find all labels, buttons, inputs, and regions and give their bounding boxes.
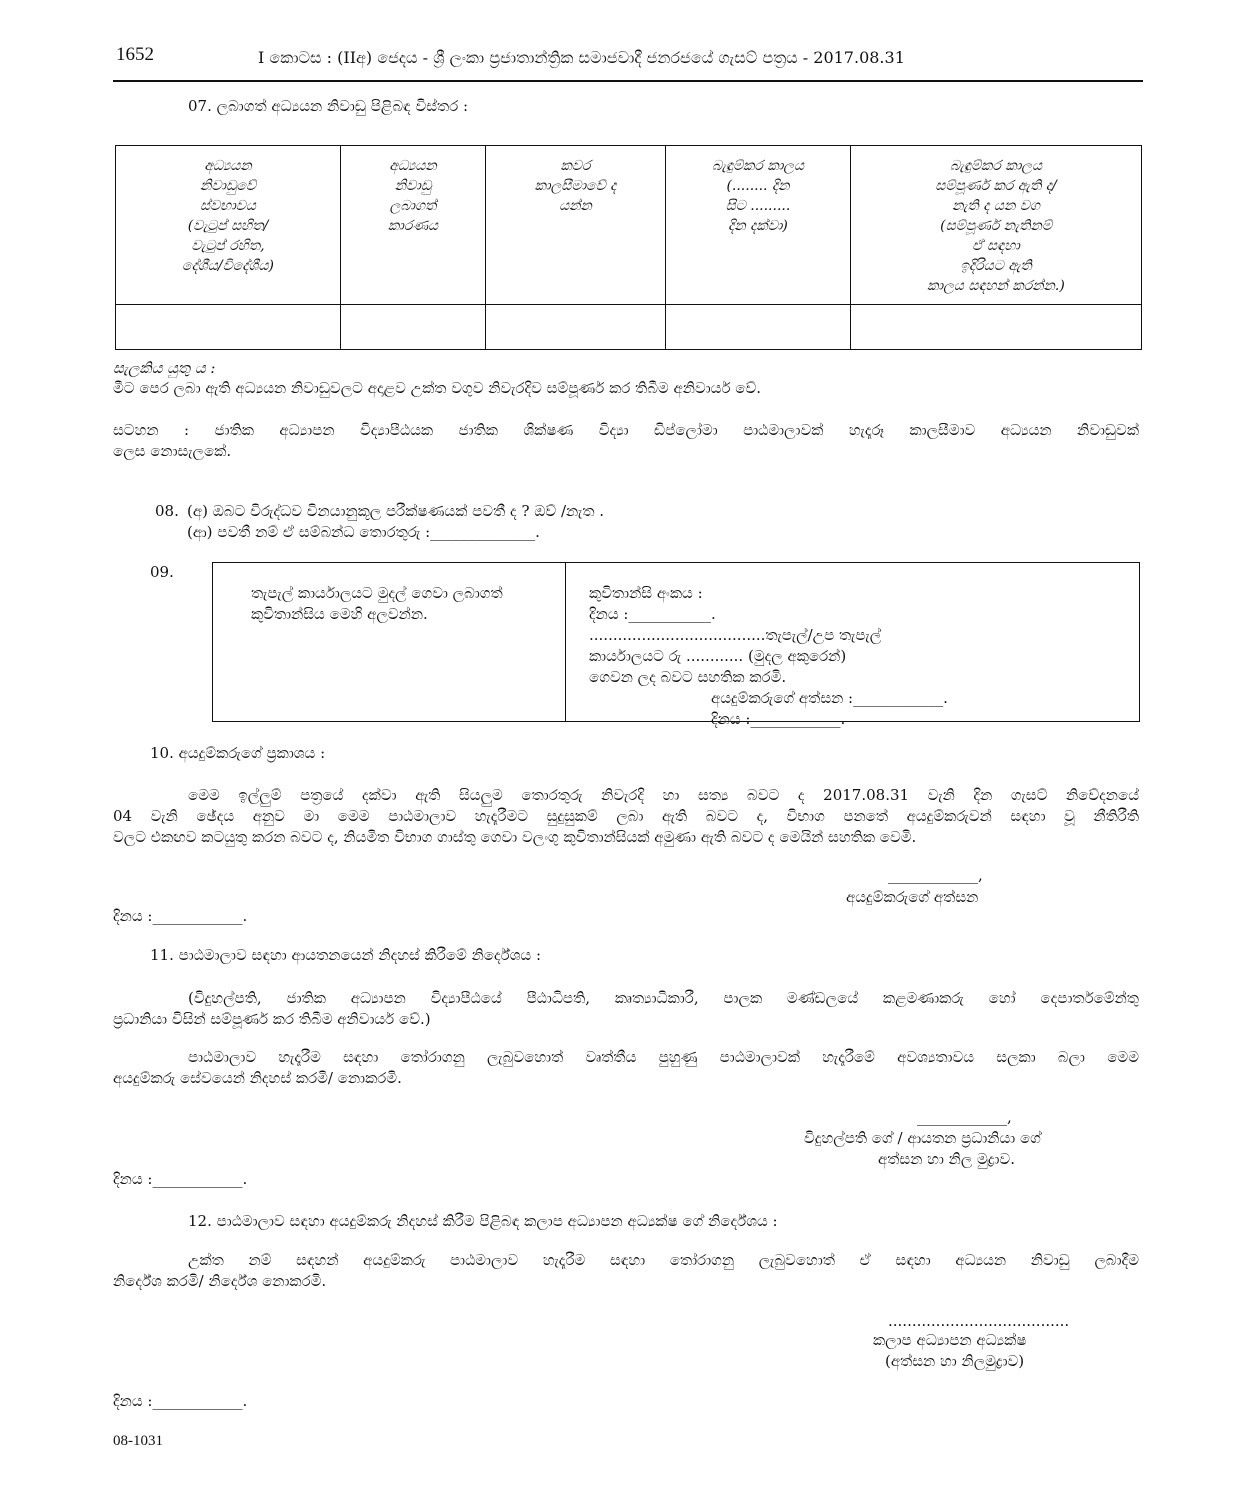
release-recommendation-line-2: අයදුම්කරු සේවයෙන් නිදහස් කරමි/ නොකරමි. — [113, 1069, 402, 1087]
director-recommendation-line-1: උක්ත නම් සඳහන් අයදුම්කරු පාඨමාලාව හැදෑරීම සඳහා තෝරාගනු ලැබුවහොත් ඒ සඳහා අධ්‍යයන නිවාඩු ලබාදීම — [188, 1251, 1139, 1269]
header-cell-line: නැති ද යන වග — [952, 198, 1040, 214]
table-cell[interactable] — [666, 305, 851, 350]
director-seal-label: (අත්සන හා නිලමුද්‍රාව) — [885, 1352, 1025, 1370]
applicant-signature-line[interactable]: ____________, — [888, 866, 983, 884]
release-instruction-line-2: ප්‍රධානියා විසින් සම්පූර්ණ කර තිබීම අනිවාර්ය වේ.) — [113, 1010, 431, 1028]
header-cell-line: කාරණය — [387, 218, 439, 234]
header-cell-line: ඉදිරියට ඇති — [960, 258, 1032, 274]
post-office-field[interactable]: .....................................තැපැල්/උප තැපැල් — [589, 626, 882, 644]
study-leave-table — [115, 145, 1142, 350]
principal-signature-label: විදුහල්පති ගේ / ආයතන ප්‍රධානියා ගේ — [804, 1129, 1041, 1147]
table-header-row — [116, 146, 1142, 305]
section-10-heading: 10. අයදුම්කරුගේ ප්‍රකාශය : — [150, 744, 326, 762]
receipt-box-divider — [565, 563, 566, 721]
header-cell-line: (සම්පූර්ණ නැතිනම් — [940, 218, 1052, 234]
header-cell-line: වැටුප් රහිත, — [191, 238, 265, 254]
director-signature-line[interactable]: ...................................... — [888, 1312, 1070, 1330]
header-cell-line: සම්පූර්ණ කර ඇති ද/ — [935, 178, 1057, 194]
applicant-signature-label: අයදුම්කරුගේ අත්සන — [846, 888, 979, 906]
principal-seal-label: අත්සන හා නිල මුද්‍රාව. — [878, 1150, 1015, 1168]
receipt-number-field[interactable]: කුවිතාන්සි අංකය : — [589, 584, 703, 602]
table-cell[interactable] — [116, 305, 341, 350]
director-signature-label: කලාප අධ්‍යාපන අධ්‍යක්ෂ — [873, 1331, 1027, 1349]
release-recommendation-line-1: පාඨමාලාව හැදෑරීම සඳහා තෝරාගනු ලැබුවහොත් වෘත්තීය පුහුණු පාඨමාලාවක් හැදෑරීමේ අවශ්‍යතාවය සලකා බලා මෙම — [188, 1048, 1139, 1066]
header-cell-line: දින දක්වා) — [728, 218, 788, 234]
declaration-line-1: මෙම ඉල්ලුම් පත්‍රයේ දක්වා ඇති සියලුම තොරතුරු නිවැරදි හා සත්‍ය බවට ද 2017.08.31 වැනි දින ගැසට් නිවේදනයේ — [188, 786, 1139, 804]
col-header-leave-reason — [341, 146, 486, 305]
amount-field[interactable]: කාර්යාලයට රු ............ (මුදල අකුරෙන්) — [589, 647, 847, 665]
section-07-heading: 07. ලබාගත් අධ්‍යයන නිවාඩු පිළිබඳ විස්තර : — [188, 97, 469, 115]
receipt-paste-area[interactable]: තැපැල් කාර්යාලයට මුදල් ගෙවා ලබාගත් කුවිතාන්සිය මෙහි අලවන්න. — [251, 584, 503, 623]
section-11-date-field[interactable]: දිනය :____________. — [113, 1170, 248, 1188]
receipt-box — [212, 562, 1140, 728]
page-number: 1652 — [116, 44, 154, 65]
footer-code: 08-1031 — [113, 1433, 163, 1449]
principal-signature-line[interactable]: ____________, — [917, 1108, 1012, 1126]
declaration-line-3: වලට එකඟව කටයුතු කරන බවට ද, නියමිත විභාග ගාස්තු ගෙවා වලංගු කුවිතාන්සියක් අමුණා ඇති බවට ද මෙයින් සහතික වෙමි. — [113, 828, 917, 846]
section-11-heading: 11. පාඨමාලාව සඳහා ආයතනයෙන් නිදහස් කිරීමේ නිර්දේශය : — [150, 946, 542, 964]
col-header-leave-type — [116, 146, 341, 305]
disciplinary-details: (ආ) පවතී නම් ඒ සම්බන්ධ තොරතුරු :______________. — [187, 523, 540, 541]
note-text: මීට පෙර ලබා ඇති අධ්‍යයන නිවාඩුවලට අදාළව උක්ත වගුව නිවැරදිව සම්පූර්ණ කර තිබීම අනිවාර්ය වේ. — [113, 379, 762, 397]
header-cell-line: කවර — [560, 158, 591, 174]
table-cell[interactable] — [341, 305, 486, 350]
header-cell-line: කාලසීමාවේ ද — [534, 178, 617, 194]
payment-certification: ගෙවන ලද බවට සහතික කරමි. — [589, 668, 787, 686]
table-cell[interactable] — [486, 305, 666, 350]
remark-line-1: සටහන : ජාතික අධ්‍යාපන විද්‍යාපීඨයක ජාතික ශික්ෂණ විද්‍යා ඩිප්ලෝමා පාඨමාලාවක් හැදෑරූ කාලසීමාව අධ්‍යයන නිවාඩුවක් — [113, 421, 1139, 439]
header-cell-line: දේශීය/විදේශීය) — [182, 258, 274, 274]
header-rule — [113, 80, 1143, 82]
signature-date-field[interactable]: දිනය :____________. — [711, 710, 846, 728]
header-cell-line: ඒ සඳහා — [972, 238, 1020, 254]
release-instruction-line-1: (විදුහල්පති, ජාතික අධ්‍යාපන විද්‍යාපීඨයේ පීඨාධිපති, කෘත්‍යාධිකාරී, පාලක මණ්ඩලයේ කළමණාකරු හෝ දෙපාර්තමේන්තු — [188, 989, 1139, 1007]
header-cell-line: නිවාඩු — [394, 178, 432, 194]
table-cell[interactable] — [851, 305, 1142, 350]
header-cell-line: බැඳුම්කර කාලය — [711, 158, 805, 174]
col-header-bond-period — [666, 146, 851, 305]
declaration-line-2: 04 වැනි ඡේදය අනුව මා මෙම පාඨමාලාව හැදෑරීමට සුදුසුකම් ලබා ඇති බවට ද, විභාග පනතේ අයදුම්කරුවන් සඳහා වූ නීතිරීති — [113, 807, 1139, 825]
col-header-bond-completion — [851, 146, 1142, 305]
header-cell-line: අධ්‍යයන — [389, 158, 437, 174]
header-cell-line: සිට ......... — [725, 198, 791, 214]
receipt-details — [589, 583, 948, 730]
applicant-signature-field[interactable]: අයදුම්කරුගේ අත්සන :____________. — [711, 689, 948, 707]
section-10-date-field[interactable]: දිනය :____________. — [113, 907, 248, 925]
header-cell-line: ස්වභාවය — [200, 198, 256, 214]
header-cell-line: යන්න — [559, 198, 592, 214]
header-cell-line: ලබාගත් — [389, 198, 437, 214]
receipt-date-field[interactable]: දිනය :___________. — [589, 605, 716, 623]
header-cell-line: බැඳුම්කර කාලය — [949, 158, 1043, 174]
gazette-title: I කොටස : (IIඅ) ජෙදය - ශ්‍රී ලංකා ප්‍රජාතාන්ත්‍රික සමාජවාදී ජනරජයේ ගැසට් පත්‍රය - 2017.08.31 — [258, 48, 905, 67]
section-08-number: 08. — [155, 502, 179, 520]
header-cell-line: අධ්‍යයන — [204, 158, 252, 174]
section-12-date-field[interactable]: දිනය :____________. — [113, 1392, 248, 1410]
section-09-number: 09. — [150, 563, 174, 581]
header-cell-line: (........ දින — [726, 178, 790, 194]
header-cell-line: කාලය සඳහන් කරන්න.) — [927, 278, 1065, 294]
table-row — [116, 305, 1142, 350]
note-label: සැලකිය යුතු ය : — [113, 359, 216, 377]
remark-line-2: ලෙස නොසැලකේ. — [113, 442, 232, 460]
section-12-heading: 12. පාඨමාලාව සඳහා අයදුම්කරු නිදහස් කිරීම පිළිබඳ කලාප අධ්‍යාපන අධ්‍යක්ෂ ගේ නිර්දේශය : — [188, 1212, 778, 1230]
director-recommendation-line-2: නිර්දේශ කරමි/ නිර්දේශ නොකරමි. — [113, 1272, 327, 1290]
col-header-period — [486, 146, 666, 305]
header-cell-line: (වැටුප් සහිත/ — [187, 218, 269, 234]
header-cell-line: නිවාඩුවේ — [199, 178, 256, 194]
disciplinary-question: (අ) ඔබට විරුද්ධව විනයානුකූල පරීක්ෂණයක් පවතී ද ? ඔව් /නැත . — [187, 502, 605, 520]
